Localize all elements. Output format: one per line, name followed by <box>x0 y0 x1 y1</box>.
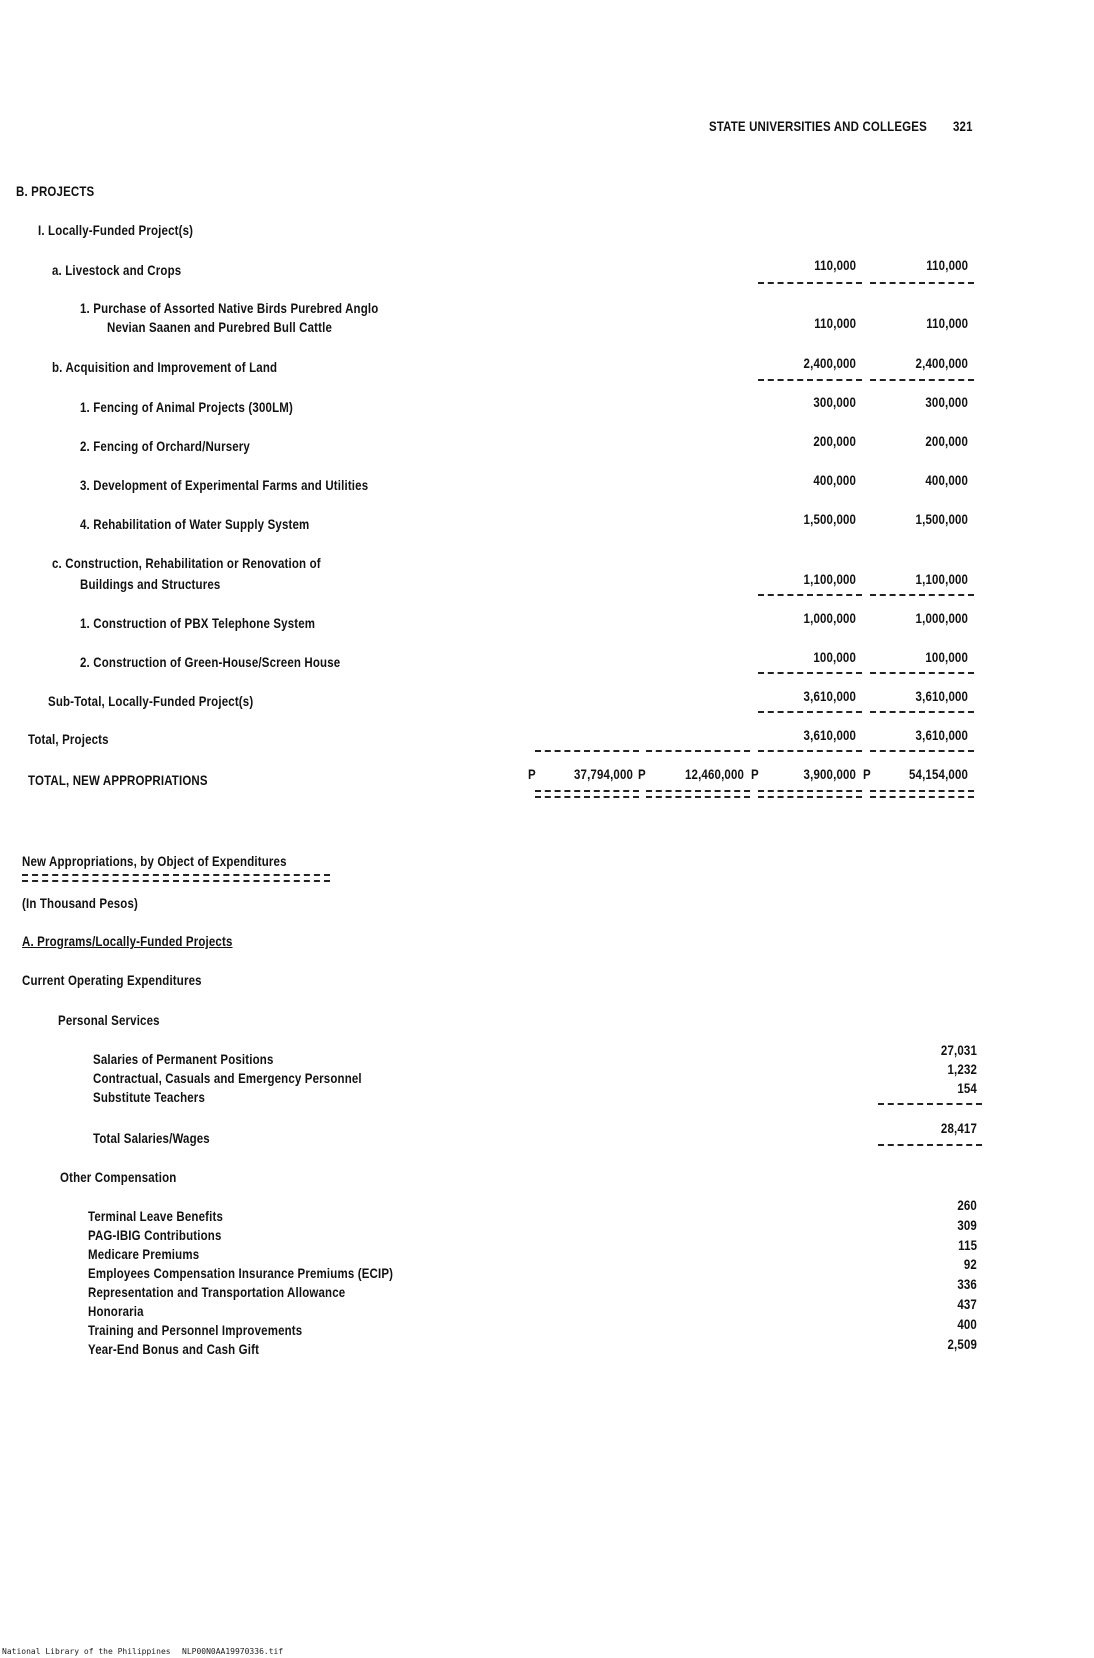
salary-value: 154 <box>957 1080 977 1096</box>
subtotal-label: Sub-Total, Locally-Funded Project(s) <box>48 693 254 709</box>
other-comp-label: Representation and Transportation Allowance <box>88 1284 346 1300</box>
other-comp-value: 115 <box>957 1237 977 1253</box>
project-row-c4: 100,000 <box>925 649 968 665</box>
rule <box>878 1103 982 1105</box>
rule <box>870 711 974 713</box>
project-row-c3: 200,000 <box>813 433 856 449</box>
project-row-c3: 110,000 <box>813 315 856 331</box>
project-row-label: b. Acquisition and Improvement of Land <box>52 359 278 375</box>
project-row-c3: 2,400,000 <box>803 355 856 371</box>
total-projects-c3: 3,610,000 <box>803 727 856 743</box>
rule <box>758 711 862 713</box>
current-expenditures: Current Operating Expenditures <box>22 972 202 988</box>
project-row-label-cont: Buildings and Structures <box>80 576 221 592</box>
rule <box>758 379 862 381</box>
total-salaries-value: 28,417 <box>940 1120 977 1136</box>
rule <box>870 282 974 284</box>
other-comp-label: Year-End Bonus and Cash Gift <box>88 1341 260 1357</box>
rule <box>758 282 862 284</box>
project-row-c3: 400,000 <box>813 472 856 488</box>
project-row-label: 1. Fencing of Animal Projects (300LM) <box>80 399 293 415</box>
project-row-c4: 200,000 <box>925 433 968 449</box>
rule <box>646 750 750 752</box>
project-row-c3: 1,000,000 <box>803 610 856 626</box>
salary-label: Contractual, Casuals and Emergency Personnel <box>93 1070 362 1086</box>
project-row-c4: 2,400,000 <box>915 355 968 371</box>
salary-label: Substitute Teachers <box>93 1089 205 1105</box>
other-comp-value: 437 <box>957 1296 977 1312</box>
other-comp-label: Employees Compensation Insurance Premiums (ECIP) <box>88 1265 394 1281</box>
project-row-c3: 1,500,000 <box>803 511 856 527</box>
project-row-c4: 1,100,000 <box>915 571 968 587</box>
objects-title: New Appropriations, by Object of Expenditures <box>22 853 287 869</box>
other-comp-value: 400 <box>957 1316 977 1332</box>
project-row-c4: 110,000 <box>925 257 968 273</box>
project-row-c4: 400,000 <box>925 472 968 488</box>
grand-total-c2: 12,460,000 <box>684 766 744 782</box>
subtotal-c4: 3,610,000 <box>915 688 968 704</box>
objects-unit: (In Thousand Pesos) <box>22 895 139 911</box>
other-comp-label: Honoraria <box>88 1303 144 1319</box>
salary-label: Salaries of Permanent Positions <box>93 1051 274 1067</box>
double-rule <box>535 790 639 798</box>
double-rule <box>870 790 974 798</box>
personal-services: Personal Services <box>58 1012 160 1028</box>
projects-group-title: I. Locally-Funded Project(s) <box>38 222 194 238</box>
rule <box>758 672 862 674</box>
project-row-c4: 1,500,000 <box>915 511 968 527</box>
project-row-c4: 1,000,000 <box>915 610 968 626</box>
rule <box>870 672 974 674</box>
project-row-label: 2. Construction of Green-House/Screen House <box>80 654 341 670</box>
project-row-label: a. Livestock and Crops <box>52 262 182 278</box>
total-projects-c4: 3,610,000 <box>915 727 968 743</box>
salary-value: 1,232 <box>947 1061 977 1077</box>
total-projects-label: Total, Projects <box>28 731 109 747</box>
subtotal-c3: 3,610,000 <box>803 688 856 704</box>
project-row-label: 3. Development of Experimental Farms and Utilities <box>80 477 369 493</box>
footer-library: National Library of the Philippines <box>2 1647 171 1656</box>
project-row-c3: 300,000 <box>813 394 856 410</box>
footer-file: NLP00N0AA19970336.tif <box>182 1647 284 1656</box>
rule <box>535 750 639 752</box>
page-number: 321 <box>953 118 973 134</box>
peso-sign: P <box>863 766 871 782</box>
project-row-label: 1. Construction of PBX Telephone System <box>80 615 316 631</box>
double-rule <box>22 874 330 882</box>
peso-sign: P <box>528 766 536 782</box>
rule <box>870 379 974 381</box>
other-compensation: Other Compensation <box>60 1169 177 1185</box>
project-row-label: 1. Purchase of Assorted Native Birds Purebred Anglo <box>80 300 379 316</box>
project-row-c4: 300,000 <box>925 394 968 410</box>
project-row-c4: 110,000 <box>925 315 968 331</box>
running-header: STATE UNIVERSITIES AND COLLEGES <box>709 118 927 134</box>
salary-value: 27,031 <box>940 1042 977 1058</box>
project-row-label: c. Construction, Rehabilitation or Renovation of <box>52 555 321 571</box>
other-comp-value: 92 <box>963 1256 977 1272</box>
project-row-c3: 1,100,000 <box>803 571 856 587</box>
other-comp-label: Terminal Leave Benefits <box>88 1208 223 1224</box>
project-row-label: 4. Rehabilitation of Water Supply System <box>80 516 310 532</box>
other-comp-value: 309 <box>957 1217 977 1233</box>
project-row-c3: 100,000 <box>813 649 856 665</box>
other-comp-value: 336 <box>957 1276 977 1292</box>
grand-total-label: TOTAL, NEW APPROPRIATIONS <box>28 772 208 788</box>
rule <box>758 594 862 596</box>
rule <box>758 750 862 752</box>
rule <box>870 594 974 596</box>
projects-heading: B. PROJECTS <box>16 183 95 199</box>
project-row-c3: 110,000 <box>813 257 856 273</box>
grand-total-c3: 3,900,000 <box>803 766 856 782</box>
other-comp-value: 2,509 <box>947 1336 977 1352</box>
peso-sign: P <box>751 766 759 782</box>
other-comp-value: 260 <box>957 1197 977 1213</box>
project-row-label: 2. Fencing of Orchard/Nursery <box>80 438 250 454</box>
project-row-label-cont: Nevian Saanen and Purebred Bull Cattle <box>107 319 333 335</box>
objects-section: A. Programs/Locally-Funded Projects <box>22 933 233 949</box>
total-salaries-label: Total Salaries/Wages <box>93 1130 210 1146</box>
other-comp-label: PAG-IBIG Contributions <box>88 1227 222 1243</box>
rule <box>878 1144 982 1146</box>
grand-total-c4: 54,154,000 <box>908 766 968 782</box>
grand-total-c1: 37,794,000 <box>573 766 633 782</box>
other-comp-label: Training and Personnel Improvements <box>88 1322 303 1338</box>
peso-sign: P <box>638 766 646 782</box>
double-rule <box>758 790 862 798</box>
double-rule <box>646 790 750 798</box>
other-comp-label: Medicare Premiums <box>88 1246 200 1262</box>
rule <box>870 750 974 752</box>
